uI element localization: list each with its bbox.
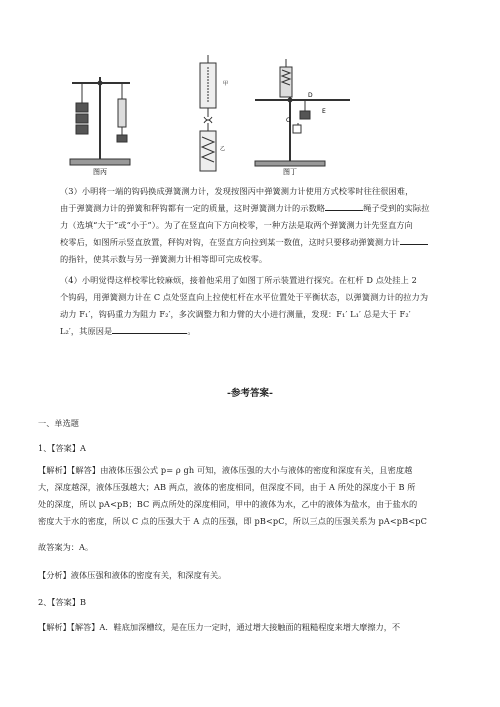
q4-line-3: 动力 F₁′，钩码重力为阻力 F₂′，多次调整力和力臂的大小进行测量，发现：F₁′ L₁′ 总是大于 F₂′ — [60, 309, 411, 319]
figure-d-letter-e: E — [322, 108, 326, 115]
q3-blank-1[interactable] — [325, 201, 363, 211]
figure-d-letter-c: C — [286, 117, 291, 124]
question-3 — [60, 183, 455, 268]
q3-line-5: 的指针，使其示数与另一弹簧测力计相等即可完成校零。 — [60, 254, 268, 264]
q2-explanation-line-1: 【解析】【解答】A．鞋底加深槽纹，是在压力一定时，通过增大接触面的粗糙程度来增大摩擦力，不 — [38, 622, 401, 632]
answers-title: -参考答案- — [227, 388, 273, 399]
q3-line-3: 力（选填“大于”或“小于”）。为了在竖直向下方向校零，一种方法是取两个弹簧测力计先竖直方向 — [60, 220, 413, 230]
q4-line-4 — [60, 323, 455, 340]
spring-label-yi: 乙 — [220, 146, 226, 152]
question-4 — [60, 272, 455, 340]
figures-c-d — [60, 55, 440, 175]
q1-exp-line-3: 处的深度，所以 pA<pB；BC 两点所处的深度相同，甲中的液体为水，乙中的液体为盐水，由于盐水的 — [38, 499, 418, 509]
q1-answer: 1、【答案】A — [38, 443, 86, 453]
q1-conclusion: 故答案为：A。 — [38, 542, 94, 552]
figure-d-label: 图丁 — [283, 168, 297, 175]
q3-line-4 — [60, 234, 455, 251]
q3-blank-2[interactable] — [400, 235, 428, 245]
q4-blank[interactable] — [112, 324, 187, 334]
q3-line-2-a: 由于弹簧测力计的弹簧和秤钩都有一定的质量，这时弹簧测力计的示数略 — [60, 203, 326, 213]
q1-analysis: 【分析】液体压强和液体的密度有关，和深度有关。 — [38, 570, 227, 580]
figure-c-spring-scales — [200, 55, 216, 171]
q4-line-2: 个钩码，用弹簧测力计在 C 点处竖直向上拉使杠杆在水平位置处于平衡状态，以弹簧测力计的拉力为 — [60, 292, 429, 302]
q3-line-2-b: 绳子受到的实际拉 — [363, 203, 430, 213]
q4-line-4-b: 。 — [187, 326, 196, 336]
q1-exp-line-2: 大，深度越深，液体压强越大；AB 两点，液体的密度相同，但深度不同，由于 A 所处的深度小于 B 所 — [38, 482, 416, 492]
figure-c-lever-apparatus — [70, 77, 130, 165]
section-single-choice: 一、单选题 — [38, 418, 79, 428]
q3-line-4-a: 校零后，如图所示竖直放置，秤钩对钩，在竖直方向拉到某一数值，这时只要移动弹簧测力计 — [60, 237, 400, 247]
figure-c-label: 图丙 — [93, 168, 107, 175]
q1-exp-line-1: 【解析】【解答】由液体压强公式 p= ρ gh 可知，液体压强的大小与液体的密度和深度有关，且密度越 — [38, 465, 413, 475]
spring-label-jia: 甲 — [223, 81, 229, 87]
q3-line-2 — [60, 200, 455, 217]
figure-d-lever-apparatus — [255, 59, 350, 166]
figure-d-letter-d: D — [308, 92, 313, 99]
q4-line-1: （4）小明觉得这样校零比较麻烦，接着他采用了如图丁所示装置进行探究。在杠杆 D 点处挂上 2 — [60, 275, 417, 285]
q1-explanation — [38, 462, 468, 530]
q2-answer: 2、【答案】B — [38, 597, 87, 607]
q1-exp-line-4: 密度大于水的密度，所以 C 点的压强大于 A 点的压强，即 pB<pC，所以三点的压强关系为 pA<pB<pC — [38, 516, 427, 526]
q3-line-1: （3）小明将一端的钩码换成弹簧测力计，发现按图丙中弹簧测力计使用方式校零时往往很困难， — [60, 186, 414, 196]
q4-line-4-a: L₂′，其原因是 — [60, 326, 113, 336]
